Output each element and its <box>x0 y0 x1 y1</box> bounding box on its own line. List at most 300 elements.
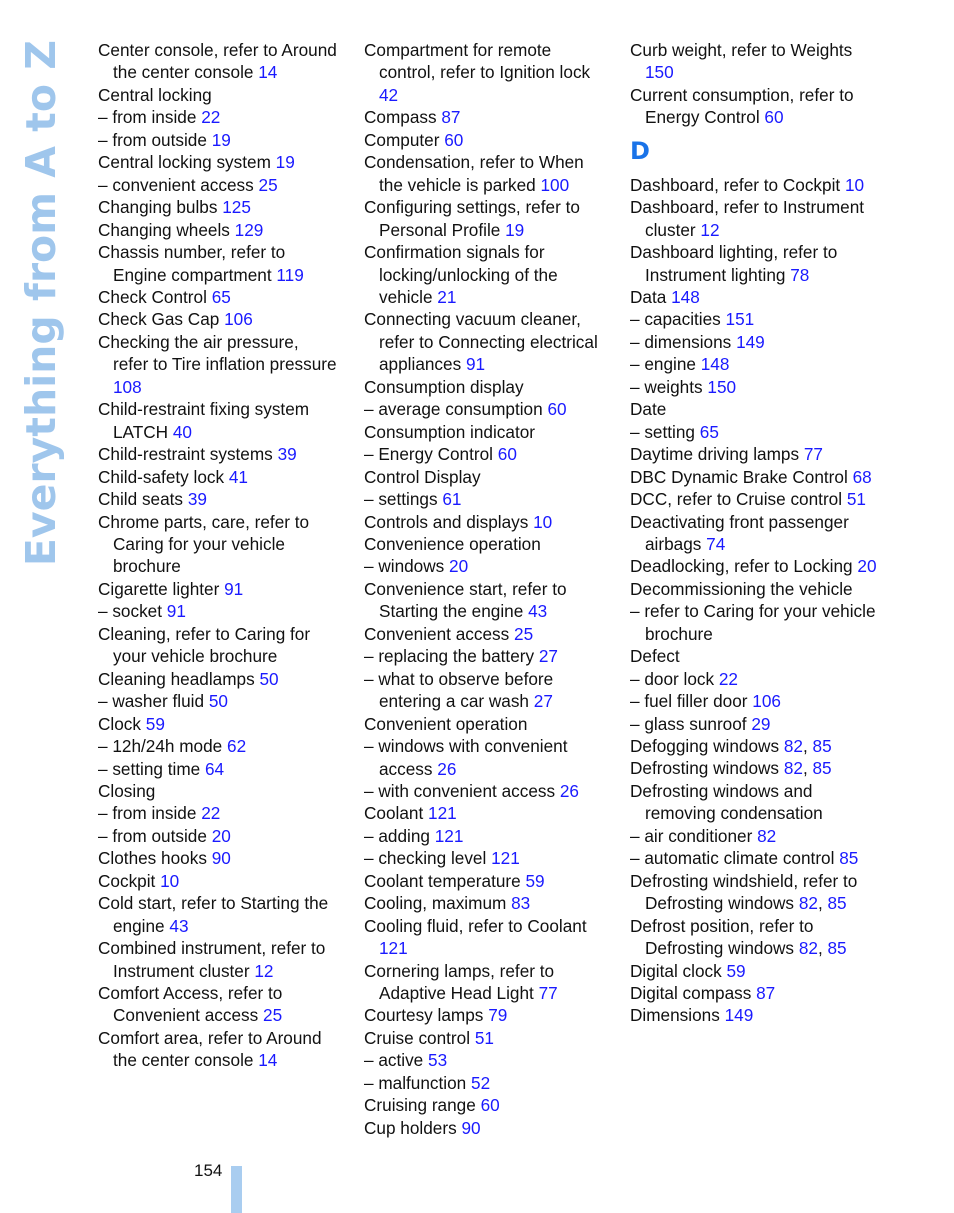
index-entry-text: – with convenient access <box>364 780 556 801</box>
index-entry-text: – settings <box>364 489 438 510</box>
index-entry <box>630 668 880 690</box>
page-reference-link[interactable]: 64 <box>205 758 225 779</box>
page-reference-link[interactable]: 51 <box>474 1027 494 1048</box>
index-entry-text: Check Gas Cap <box>98 309 220 330</box>
index-entry <box>98 802 338 824</box>
index-entry <box>630 39 880 84</box>
page-reference-link[interactable]: 60 <box>547 399 567 420</box>
index-entry-text: – what to observe before entering a car wash <box>364 668 554 712</box>
page-reference-link[interactable]: 60 <box>480 1095 500 1116</box>
index-entry-text: Cooling fluid, refer to Coolant <box>364 915 587 936</box>
index-entry <box>364 1027 600 1049</box>
index-entry-text: Chassis number, refer to Engine compartment <box>98 242 286 285</box>
index-entry <box>630 511 880 556</box>
index-entry <box>98 331 338 398</box>
index-entry <box>630 466 880 488</box>
index-entry <box>98 174 338 196</box>
index-entry-text: – malfunction <box>364 1072 467 1093</box>
index-entry-text: Compartment for remote control, refer to Ignition lock <box>364 40 591 83</box>
index-entry <box>364 196 600 241</box>
index-entry-text: – glass sunroof <box>630 713 747 734</box>
index-entry <box>630 174 880 196</box>
index-entry <box>364 488 600 510</box>
index-entry: Defrosting windshield, refer to Defrosting windows 82, 85 <box>630 870 858 914</box>
index-entry <box>630 1004 880 1026</box>
page-reference-link[interactable]: 82 <box>783 736 803 757</box>
index-entry-text: – replacing the battery <box>364 646 535 667</box>
index-entry <box>364 511 600 533</box>
index-entry-text: Dashboard, refer to Instrument cluster <box>630 197 865 240</box>
index-entry-text: Control Display <box>364 466 481 487</box>
index-entry <box>630 398 880 420</box>
index-entry-text: Decommissioning the vehicle <box>630 578 853 599</box>
index-entry <box>364 421 600 443</box>
page-reference-link[interactable]: 41 <box>228 466 248 487</box>
index-entry-text: Clothes hooks <box>98 848 207 869</box>
index-entry-text: Cleaning headlamps <box>98 668 255 689</box>
index-entry-text: Dashboard, refer to Cockpit <box>630 174 841 195</box>
index-entry <box>98 398 338 443</box>
page-reference-link[interactable]: 12 <box>700 219 720 240</box>
index-entry <box>98 488 338 510</box>
index-entry-text: Controls and displays <box>364 511 529 532</box>
index-entry-text: – from outside <box>98 129 207 150</box>
page-reference-link[interactable]: 91 <box>465 354 486 375</box>
index-entry <box>630 488 880 510</box>
index-entry-text: Courtesy lamps <box>364 1005 484 1026</box>
index-column-1 <box>98 39 338 1072</box>
page-reference-link[interactable]: 85 <box>839 848 859 869</box>
index-entry <box>364 39 600 106</box>
index-entry-text: Changing wheels <box>98 219 230 240</box>
index-entry <box>364 398 600 420</box>
page-reference-link[interactable]: 108 <box>113 376 142 397</box>
index-entry <box>98 600 338 622</box>
page-reference-link[interactable]: 83 <box>511 893 531 914</box>
page-reference-link[interactable]: 43 <box>528 601 548 622</box>
index-entry-text: Cup holders <box>364 1117 457 1138</box>
index-entry <box>364 892 600 914</box>
index-entry <box>98 892 338 937</box>
index-entry <box>364 825 600 847</box>
page-reference-link[interactable]: 150 <box>707 376 737 397</box>
index-entry-text: Daytime driving lamps <box>630 444 800 465</box>
page-reference-link[interactable]: 60 <box>497 444 517 465</box>
index-entry-text: Consumption indicator <box>364 421 536 442</box>
index-entry-text: – air conditioner <box>630 825 753 846</box>
index-entry <box>98 780 338 802</box>
index-entry <box>364 466 600 488</box>
page-reference-link[interactable]: 26 <box>559 780 579 801</box>
page-reference-link[interactable]: 50 <box>259 668 279 689</box>
index-entry <box>630 825 880 847</box>
index-entry <box>98 219 338 241</box>
page-reference-link[interactable]: 10 <box>844 174 865 195</box>
index-entry-text: – average consumption <box>364 399 543 420</box>
index-entry-text: Cornering lamps, refer to Adaptive Head Light <box>364 960 555 1004</box>
page-reference-link[interactable]: 87 <box>441 107 461 128</box>
index-entry-text: Check Control <box>98 286 207 307</box>
page-reference-link[interactable]: 82 <box>798 893 818 914</box>
index-entry <box>98 825 338 847</box>
page-reference-link[interactable]: 51 <box>846 489 866 510</box>
index-entry <box>364 1004 600 1026</box>
page-reference-link[interactable]: 22 <box>718 668 738 689</box>
index-entry <box>98 847 338 869</box>
index-entry-text: Checking the air pressure, refer to Tire inflation pressure <box>98 331 337 375</box>
page-reference-link[interactable]: 27 <box>533 691 553 712</box>
page-reference-link[interactable]: 149 <box>736 331 765 352</box>
index-entry <box>364 443 600 465</box>
page-reference-link[interactable]: 74 <box>706 533 726 554</box>
index-entry <box>98 466 338 488</box>
index-entry <box>364 1117 600 1139</box>
index-entry-text: – checking level <box>364 848 487 869</box>
index-entry-text: – windows with convenient access <box>364 736 568 779</box>
index-entry <box>364 645 600 667</box>
page-reference-link[interactable]: 151 <box>725 309 755 330</box>
page-reference-link[interactable]: 10 <box>160 870 180 891</box>
page-reference-link[interactable]: 129 <box>234 219 264 240</box>
page-reference-link[interactable]: 77 <box>538 983 558 1004</box>
page-reference-link[interactable]: 82 <box>757 825 777 846</box>
index-entry <box>98 982 338 1027</box>
page-reference-link[interactable]: 91 <box>224 578 244 599</box>
index-entry-text: – washer fluid <box>98 691 205 712</box>
page-reference-link[interactable]: 10 <box>533 511 553 532</box>
page-reference-link[interactable]: 59 <box>145 713 165 734</box>
index-entry <box>364 735 600 780</box>
page-reference-link[interactable]: 39 <box>277 444 297 465</box>
index-entry <box>364 241 600 308</box>
index-entry-text: Cruising range <box>364 1095 476 1116</box>
index-entry <box>364 129 600 151</box>
index-entry <box>98 84 338 106</box>
index-entry <box>630 555 880 577</box>
index-entry-text: – windows <box>364 556 445 577</box>
page-reference-link[interactable]: 125 <box>222 197 251 218</box>
index-entry-text: Cruise control <box>364 1027 471 1048</box>
index-entry-text: Consumption display <box>364 376 524 397</box>
page-reference-link[interactable]: 106 <box>224 309 253 330</box>
index-entry <box>630 578 880 600</box>
index-entry-text: Cooling, maximum <box>364 893 507 914</box>
index-entry-text: Closing <box>98 780 156 801</box>
index-entry-text: DBC Dynamic Brake Control <box>630 466 848 487</box>
index-entry-text: Defogging windows <box>630 736 780 757</box>
index-entry-text: Convenience operation <box>364 533 541 554</box>
index-entry <box>364 578 600 623</box>
index-entry-text: Defrosting windshield, refer to Defrosting windows <box>630 870 858 914</box>
index-entry <box>364 533 600 555</box>
index-entry <box>98 668 338 690</box>
index-entry-text: Comfort Access, refer to Convenient access <box>98 983 283 1026</box>
index-entry-text: Combined instrument, refer to Instrument cluster <box>98 938 326 981</box>
page-reference-link[interactable]: 150 <box>645 62 674 83</box>
page-reference-link[interactable]: 77 <box>803 444 823 465</box>
index-entry <box>630 84 880 129</box>
page-reference-link[interactable]: 148 <box>671 286 700 307</box>
index-entry-text: Center console, refer to Around the center console <box>98 40 337 83</box>
page-reference-link[interactable]: 85 <box>812 736 832 757</box>
index-entry <box>630 645 880 667</box>
index-entry-text: Defrosting windows <box>630 758 780 779</box>
index-column-2 <box>364 39 600 1139</box>
page-reference-link[interactable]: 39 <box>187 489 207 510</box>
index-entry <box>630 376 880 398</box>
page-reference-link[interactable]: 60 <box>444 129 464 150</box>
index-entry-text: – from inside <box>98 803 197 824</box>
index-entry-text: – weights <box>630 376 703 397</box>
index-entry <box>98 735 338 757</box>
index-entry <box>630 780 880 825</box>
index-entry <box>98 578 338 600</box>
index-entry-text: Curb weight, refer to Weights <box>630 40 853 60</box>
index-entry-text: Clock <box>98 713 141 734</box>
index-entry <box>364 1094 600 1116</box>
page-reference-link[interactable]: 19 <box>505 219 525 240</box>
index-entry-text: Central locking system <box>98 152 271 173</box>
index-entry <box>630 960 880 982</box>
page-reference-link[interactable]: 25 <box>514 623 534 644</box>
index-entry-text: Coolant <box>364 803 424 824</box>
index-entry-text: Connecting vacuum cleaner, refer to Connecting electrical appliances <box>364 309 598 375</box>
index-entry <box>98 1027 338 1072</box>
index-entry-text: Child-restraint fixing system LATCH <box>98 399 310 442</box>
index-entry-text: Cleaning, refer to Caring for your vehicle brochure <box>98 623 311 667</box>
page-reference-link[interactable]: 22 <box>201 107 221 128</box>
page-reference-link[interactable]: 40 <box>172 421 192 442</box>
index-entry <box>98 286 338 308</box>
page-reference-link[interactable]: 62 <box>227 736 247 757</box>
page-reference-link[interactable]: 121 <box>434 825 464 846</box>
page-reference-link[interactable]: 61 <box>442 489 462 510</box>
page-reference-link[interactable]: 59 <box>525 870 545 891</box>
index-entry <box>98 870 338 892</box>
page-reference-link[interactable]: 85 <box>827 893 847 914</box>
index-entry-text: Central locking <box>98 84 212 105</box>
index-entry <box>630 421 880 443</box>
index-entry-text: Defrost position, refer to Defrosting windows <box>630 915 814 959</box>
index-entry-text: Child-safety lock <box>98 466 225 487</box>
index-entry <box>98 39 338 84</box>
page-reference-link[interactable]: 42 <box>379 84 399 105</box>
index-entry-text: – adding <box>364 825 430 846</box>
index-entry <box>364 915 600 960</box>
page-reference-link[interactable]: 29 <box>751 713 771 734</box>
page-reference-link[interactable]: 121 <box>379 938 408 959</box>
index-entry <box>364 802 600 824</box>
page-reference-link[interactable]: 85 <box>827 938 847 959</box>
page-reference-link[interactable]: 78 <box>790 264 810 285</box>
index-entry-text: – from outside <box>98 825 207 846</box>
sidebar-title-text: Everything from A to Z <box>17 40 65 567</box>
index-entry-text: Convenient operation <box>364 713 528 734</box>
index-entry <box>98 129 338 151</box>
index-entry <box>630 713 880 735</box>
index-entry <box>98 690 338 712</box>
index-letter-heading: D <box>630 136 650 165</box>
index-entry <box>630 443 880 465</box>
index-entry-text: Confirmation signals for locking/unlocking of the vehicle <box>364 242 558 307</box>
index-entry <box>364 555 600 577</box>
page-reference-link[interactable]: 91 <box>166 601 186 622</box>
page-reference-link[interactable]: 68 <box>852 466 872 487</box>
page-reference-link[interactable]: 19 <box>275 152 295 173</box>
index-entry-text: Cockpit <box>98 870 156 891</box>
index-entry <box>364 847 600 869</box>
page-reference-link[interactable]: 90 <box>211 848 231 869</box>
index-entry-text: Convenience start, refer to Starting the engine <box>364 578 567 622</box>
page-marker-bar <box>231 1166 242 1213</box>
page-reference-link[interactable]: 121 <box>428 803 457 824</box>
index-entry <box>364 668 600 713</box>
page-reference-link[interactable]: 50 <box>208 691 228 712</box>
index-entry: Defrost position, refer to Defrosting windows 82, 85 <box>630 915 847 959</box>
index-entry <box>364 376 600 398</box>
page-reference-link[interactable]: 19 <box>211 129 231 150</box>
page-number: 154 <box>194 1161 223 1180</box>
page-reference-link[interactable]: 90 <box>461 1117 481 1138</box>
index-entry-text: Defect <box>630 646 680 667</box>
index-entry-text: Defrosting windows and removing condensation <box>630 780 823 824</box>
index-entry <box>98 937 338 982</box>
page-reference-link[interactable]: 25 <box>258 174 278 195</box>
index-entry-text: – 12h/24h mode <box>98 736 223 757</box>
index-entry-text: Digital clock <box>630 960 722 981</box>
index-entry-text: – socket <box>98 601 163 622</box>
index-entry-text: – active <box>364 1050 424 1071</box>
index-entry <box>364 870 600 892</box>
index-entry-text: Dashboard lighting, refer to Instrument lighting <box>630 242 838 285</box>
index-entry-text: Coolant temperature <box>364 870 521 891</box>
index-entry <box>364 151 600 196</box>
index-entry <box>364 960 600 1005</box>
page-reference-link[interactable]: 25 <box>263 1005 283 1026</box>
page-reference-link[interactable]: 14 <box>258 62 278 83</box>
index-entry-text: Chrome parts, care, refer to Caring for your vehicle brochure <box>98 511 310 577</box>
index-entry <box>98 713 338 735</box>
page-reference-link[interactable]: 59 <box>726 960 746 981</box>
page-reference-link[interactable]: 12 <box>254 960 274 981</box>
index-entry-text: Comfort area, refer to Around the center console <box>98 1027 322 1071</box>
index-entry-text: Deactivating front passenger airbags <box>630 511 849 554</box>
page-reference-link[interactable]: 121 <box>491 848 520 869</box>
index-entry <box>98 151 338 173</box>
index-entry-text: Dimensions <box>630 1005 720 1026</box>
index-entry-text: Deadlocking, refer to Locking <box>630 556 853 577</box>
index-entry <box>98 106 338 128</box>
index-entry-text: – Energy Control <box>364 444 493 465</box>
index-entry <box>364 308 600 375</box>
page-reference-link[interactable]: 65 <box>211 286 231 307</box>
index-entry <box>630 286 880 308</box>
index-entry-text: Convenient access <box>364 623 510 644</box>
page-reference-link[interactable]: 82 <box>798 938 818 959</box>
index-entry <box>364 1072 600 1094</box>
page-reference-link[interactable]: 82 <box>783 758 803 779</box>
index-entry-text: Child-restraint systems <box>98 444 273 465</box>
index-entry <box>630 196 880 241</box>
index-entry-text: – automatic climate control <box>630 848 835 869</box>
page-reference-link[interactable]: 100 <box>540 174 570 195</box>
index-entry-text: Cigarette lighter <box>98 578 220 599</box>
index-entry-text: Digital compass <box>630 983 752 1004</box>
index-entry <box>98 623 338 668</box>
index-entry-text: – door lock <box>630 668 715 689</box>
index-entry <box>630 600 880 645</box>
index-entry-text: Condensation, refer to When the vehicle is parked <box>364 152 584 195</box>
index-entry-text: Current consumption, refer to Energy Control <box>630 84 854 128</box>
page-reference-link[interactable]: 52 <box>471 1072 491 1093</box>
index-entry-text: – engine <box>630 354 696 375</box>
page-reference-link[interactable]: 106 <box>752 691 781 712</box>
page-reference-link[interactable]: 20 <box>857 556 877 577</box>
index-entry-text: Cold start, refer to Starting the engine <box>98 893 329 936</box>
index-entry <box>630 331 880 353</box>
index-entry <box>98 511 338 578</box>
index-entry <box>98 758 338 780</box>
index-entry-text: Computer <box>364 129 440 150</box>
index-entry-text: Child seats <box>98 489 184 510</box>
index-entry <box>630 241 880 286</box>
page-reference-link[interactable]: 43 <box>169 915 189 936</box>
page-reference-link[interactable]: 14 <box>258 1050 278 1071</box>
index-entry-text: – dimensions <box>630 331 732 352</box>
index-entry <box>98 241 338 286</box>
page-reference-link[interactable]: 85 <box>812 758 832 779</box>
index-entry-text: DCC, refer to Cruise control <box>630 489 843 510</box>
page-reference-link[interactable]: 119 <box>276 264 304 285</box>
index-entry <box>364 623 600 645</box>
index-entry <box>364 1049 600 1071</box>
index-entry <box>630 982 880 1004</box>
page-reference-link[interactable]: 60 <box>764 107 784 128</box>
page-reference-link[interactable]: 20 <box>211 825 231 846</box>
page-reference-link[interactable]: 22 <box>201 803 221 824</box>
index-entry-text: Data <box>630 286 667 307</box>
page-reference-link[interactable]: 79 <box>488 1005 508 1026</box>
index-entry-text: Compass <box>364 107 437 128</box>
page-reference-link[interactable]: 87 <box>756 983 776 1004</box>
index-entry-text: – capacities <box>630 309 721 330</box>
index-entry <box>364 780 600 802</box>
index-entry <box>98 308 338 330</box>
index-entry <box>630 847 880 869</box>
index-entry: Defrosting windows 82, 85 <box>630 758 832 779</box>
index-entry-text: Configuring settings, refer to Personal Profile <box>364 197 580 240</box>
page-reference-link[interactable]: 21 <box>437 286 457 307</box>
page-reference-link[interactable]: 53 <box>428 1050 448 1071</box>
page-reference-link[interactable]: 148 <box>700 354 730 375</box>
index-entry-text: – refer to Caring for your vehicle brochure <box>630 601 876 644</box>
index-column-3 <box>630 39 880 1027</box>
index-entry-text: Date <box>630 399 667 420</box>
index-entry <box>630 690 880 712</box>
page-reference-link[interactable]: 20 <box>449 556 469 577</box>
page-reference-link[interactable]: 26 <box>437 758 457 779</box>
index-entry: Defogging windows 82, 85 <box>630 736 832 757</box>
section-sidebar-title <box>17 40 65 567</box>
index-entry <box>364 106 600 128</box>
index-entry <box>98 196 338 218</box>
page-reference-link[interactable]: 149 <box>724 1005 754 1026</box>
index-entry-text: Changing bulbs <box>98 197 218 218</box>
index-entry-text: – from inside <box>98 107 197 128</box>
page-reference-link[interactable]: 65 <box>699 421 719 442</box>
index-entry <box>630 353 880 375</box>
page-reference-link[interactable]: 27 <box>538 646 558 667</box>
